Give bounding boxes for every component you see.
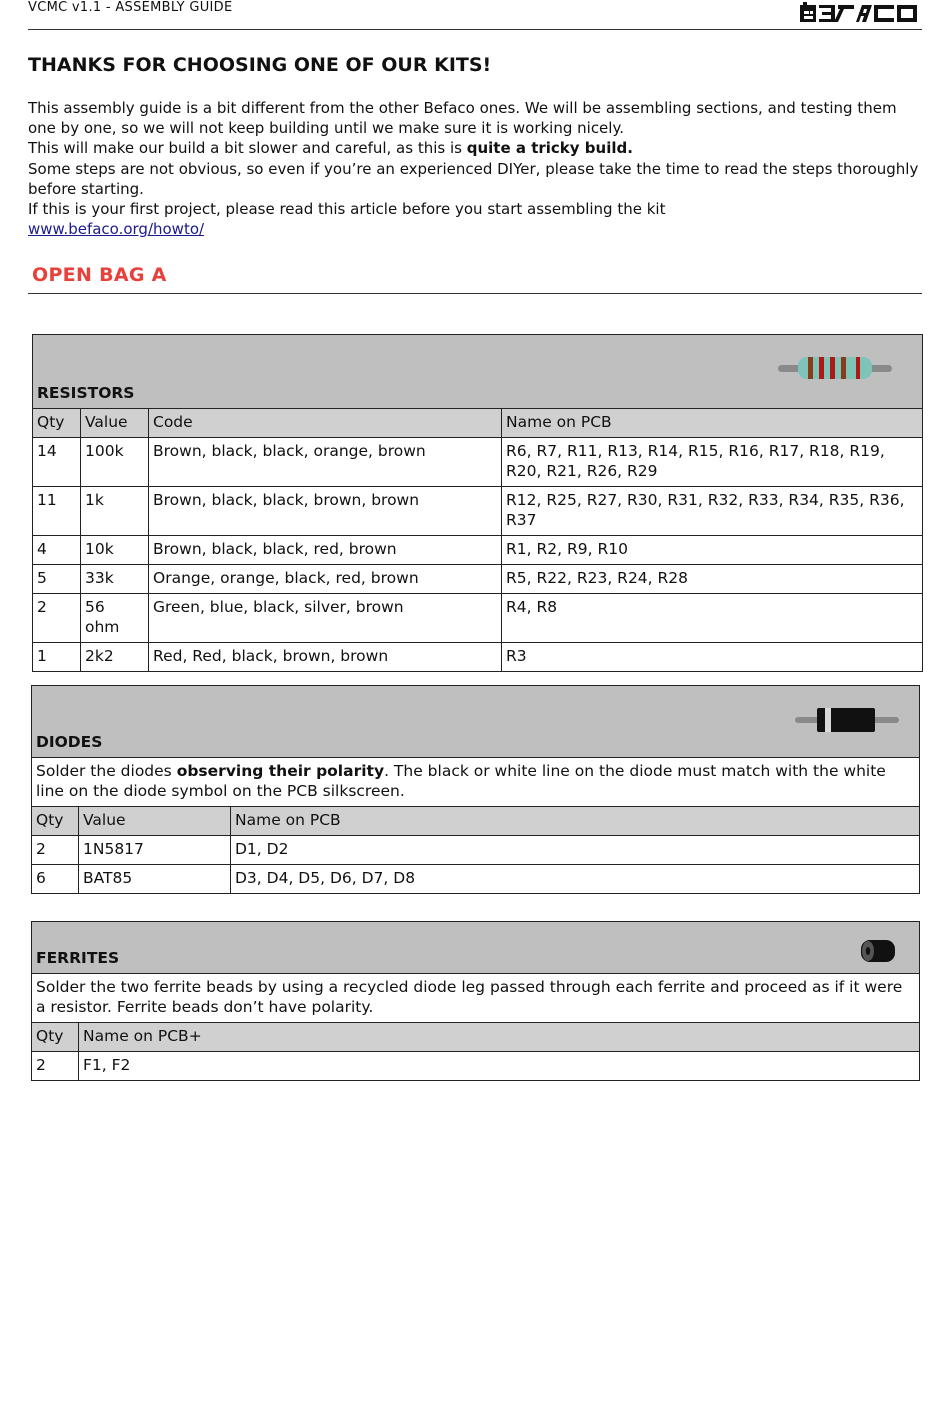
pcb-cell: D1, D2 [231, 836, 920, 865]
column-header: Code [149, 409, 502, 438]
column-header: Value [81, 409, 149, 438]
table-row [33, 536, 923, 565]
section-title: DIODES [36, 733, 103, 751]
qty-cell: 2 [33, 594, 81, 643]
befaco-logo [800, 2, 918, 24]
value-cell: 100k [81, 438, 149, 487]
diode-icon [795, 706, 899, 734]
column-header: Name on PCB [502, 409, 923, 438]
value-cell: BAT85 [79, 865, 231, 894]
qty-cell: 11 [33, 487, 81, 536]
code-cell: Red, Red, black, brown, brown [149, 643, 502, 672]
table-row [33, 565, 923, 594]
diodes-column-headers [32, 807, 920, 836]
qty-cell: 2 [32, 1052, 79, 1081]
pcb-cell: F1, F2 [79, 1052, 920, 1081]
intro-text-span: This will make our build a bit slower and careful, as this is [28, 139, 467, 158]
resistors-header [33, 335, 923, 409]
pcb-cell: R12, R25, R27, R30, R31, R32, R33, R34, R35, R36, R37 [502, 487, 923, 536]
ferrites-column-headers [32, 1023, 920, 1052]
column-header: Qty [32, 807, 79, 836]
table-row [33, 643, 923, 672]
note-text: Solder the diodes [36, 762, 177, 780]
intro-paragraph: This assembly guide is a bit different from the other Befaco ones. We will be assembling sections, and testing them one by one, so we will not keep building until we make sure it is working nicely. [28, 99, 897, 138]
resistors-column-headers [33, 409, 923, 438]
ferrites-note-row [32, 974, 920, 1023]
ferrite-icon [859, 939, 897, 963]
document-title: VCMC v1.1 - ASSEMBLY GUIDE [28, 0, 233, 15]
intro-paragraph [28, 219, 928, 239]
resistors-table [32, 334, 923, 672]
code-cell: Orange, orange, black, red, brown [149, 565, 502, 594]
pcb-cell: R3 [502, 643, 923, 672]
qty-cell: 6 [32, 865, 79, 894]
pcb-cell: R4, R8 [502, 594, 923, 643]
value-cell: 2k2 [81, 643, 149, 672]
table-row [32, 1052, 920, 1081]
ferrites-table [31, 921, 920, 1081]
howto-link[interactable]: www.befaco.org/howto/ [28, 220, 205, 239]
column-header: Name on PCB [231, 807, 920, 836]
pcb-cell: R5, R22, R23, R24, R28 [502, 565, 923, 594]
resistor-icon [778, 351, 892, 383]
section-title: FERRITES [36, 949, 120, 967]
value-cell: 1N5817 [79, 836, 231, 865]
column-header: Value [79, 807, 231, 836]
table-row [32, 865, 920, 894]
value-cell: 33k [81, 565, 149, 594]
table-row [33, 438, 923, 487]
pcb-cell: D3, D4, D5, D6, D7, D8 [231, 865, 920, 894]
qty-cell: 1 [33, 643, 81, 672]
ferrites-note: Solder the two ferrite beads by using a recycled diode leg passed through each ferrite and proceed as if it were a resistor. Ferrite beads don’t have polarity. [32, 974, 920, 1023]
pcb-cell: R6, R7, R11, R13, R14, R15, R16, R17, R18, R19, R20, R21, R26, R29 [502, 438, 923, 487]
diodes-header [32, 686, 920, 758]
intro-paragraph: Some steps are not obvious, so even if you’re an experienced DIYer, please take the time to read the steps thoroughly before starting. [28, 159, 919, 198]
page-header [28, 0, 922, 30]
intro-text [28, 98, 928, 239]
pcb-cell: R1, R2, R9, R10 [502, 536, 923, 565]
column-header: Qty [32, 1023, 79, 1052]
note-bold-text: observing their polarity [176, 762, 385, 780]
bag-title: OPEN BAG A [32, 264, 167, 286]
column-header: Name on PCB+ [79, 1023, 920, 1052]
value-cell: 1k [81, 487, 149, 536]
qty-cell: 2 [32, 836, 79, 865]
intro-paragraph: If this is your first project, please read this article before you start assembling the kit [28, 200, 666, 219]
qty-cell: 4 [33, 536, 81, 565]
diodes-note [32, 758, 920, 807]
value-cell: 10k [81, 536, 149, 565]
code-cell: Green, blue, black, silver, brown [149, 594, 502, 643]
note-text: . The black or white line on the diode must match with the white line on the diode symbol on the PCB silkscreen. [36, 762, 886, 800]
code-cell: Brown, black, black, brown, brown [149, 487, 502, 536]
section-title: RESISTORS [37, 384, 135, 402]
ferrites-header [32, 922, 920, 974]
table-row [33, 594, 923, 643]
diodes-note-row [32, 758, 920, 807]
intro-bold-text: quite a tricky build. [466, 139, 633, 158]
intro-paragraph [28, 138, 928, 158]
table-row [32, 836, 920, 865]
diodes-table [31, 685, 920, 894]
code-cell: Brown, black, black, red, brown [149, 536, 502, 565]
value-cell: 56 ohm [81, 594, 149, 643]
intro-title: THANKS FOR CHOOSING ONE OF OUR KITS! [28, 54, 492, 76]
column-header: Qty [33, 409, 81, 438]
qty-cell: 14 [33, 438, 81, 487]
qty-cell: 5 [33, 565, 81, 594]
table-row [33, 487, 923, 536]
code-cell: Brown, black, black, orange, brown [149, 438, 502, 487]
section-divider [28, 293, 922, 294]
